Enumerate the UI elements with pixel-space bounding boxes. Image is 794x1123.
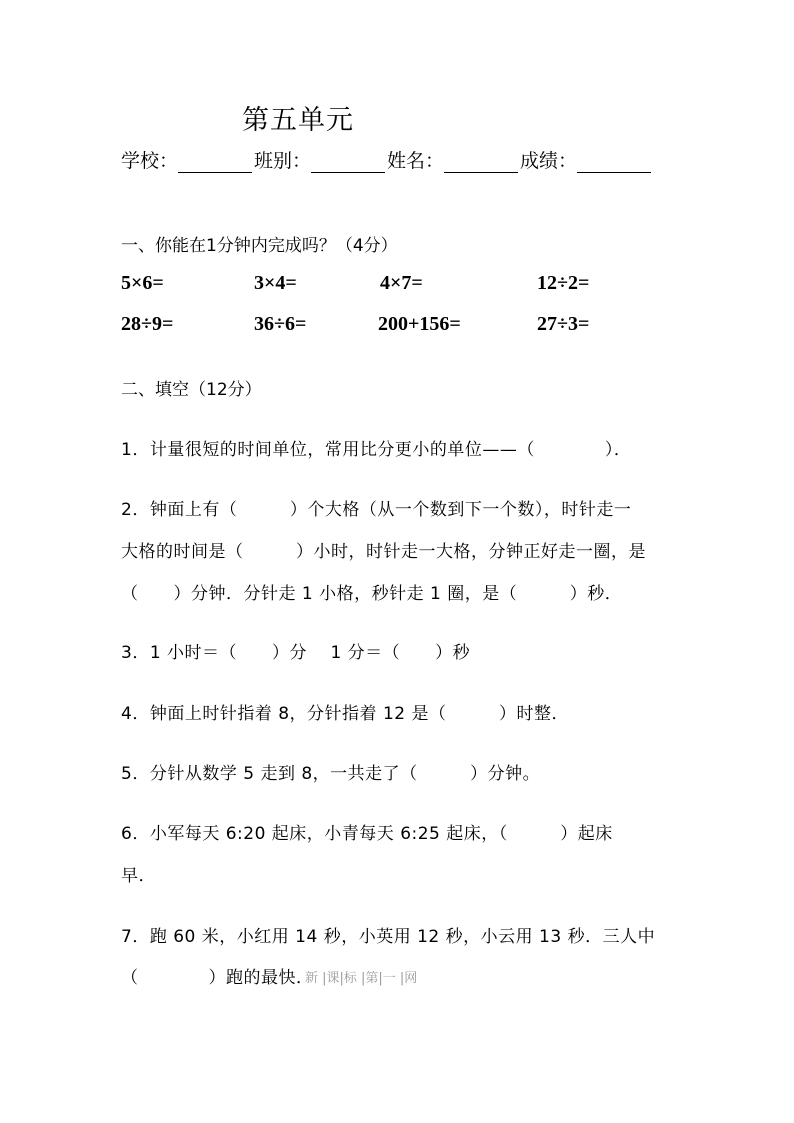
- question-2-line-3: （ ）分钟．分针走 1 小格，秒针走 1 圈，是（ ）秒．: [121, 584, 623, 604]
- question-7-line-2: （ ）跑的最快．: [121, 968, 314, 988]
- equation: 28÷9=: [121, 313, 174, 335]
- question-5: 5．分针从数学 5 走到 8，一共走了（ ）分钟。: [121, 764, 541, 784]
- section2-heading: 二、填空（12分）: [121, 380, 262, 400]
- equation: 200+156=: [378, 313, 461, 335]
- question-7-line-1: 7．跑 60 米，小红用 14 秒，小英用 12 秒，小云用 13 秒．三人中: [121, 927, 656, 947]
- question-1: 1．计量很短的时间单位，常用比分更小的单位——（ ）．: [121, 440, 632, 460]
- watermark-text: 新 |课|标 |第|一 |网: [305, 971, 418, 986]
- question-3: 3．1 小时＝（ ）分 1 分＝（ ）秒: [121, 643, 471, 663]
- equation: 4×7=: [380, 272, 423, 294]
- score-blank[interactable]: [577, 153, 651, 173]
- question-6-line-2: 早．: [121, 866, 156, 886]
- class-label: 班别：: [254, 150, 312, 172]
- equation: 5×6=: [121, 272, 164, 294]
- question-2-line-2: 大格的时间是（ ）小时，时针走一大格，分钟正好走一圈，是: [121, 542, 646, 562]
- question-6-line-1: 6．小军每天 6:20 起床，小青每天 6:25 起床，（ ）起床: [121, 824, 613, 844]
- equation: 3×4=: [254, 272, 297, 294]
- equation: 36÷6=: [254, 313, 307, 335]
- school-blank[interactable]: [178, 153, 252, 173]
- section1-heading: 一、你能在1分钟内完成吗？（4分）: [121, 236, 398, 256]
- name-blank[interactable]: [444, 153, 518, 173]
- school-label: 学校：: [121, 150, 179, 172]
- score-label: 成绩：: [520, 150, 578, 172]
- student-info-line: [121, 146, 653, 173]
- equation: 12÷2=: [537, 272, 590, 294]
- equation: 27÷3=: [537, 313, 590, 335]
- worksheet-title: 第五单元: [242, 105, 354, 136]
- question-2-line-1: 2．钟面上有（ ）个大格（从一个数到下一个数），时针走一: [121, 500, 632, 520]
- name-label: 姓名：: [387, 150, 445, 172]
- class-blank[interactable]: [311, 153, 385, 173]
- question-4: 4．钟面上时针指着 8，分针指着 12 是（ ）时整．: [121, 704, 569, 724]
